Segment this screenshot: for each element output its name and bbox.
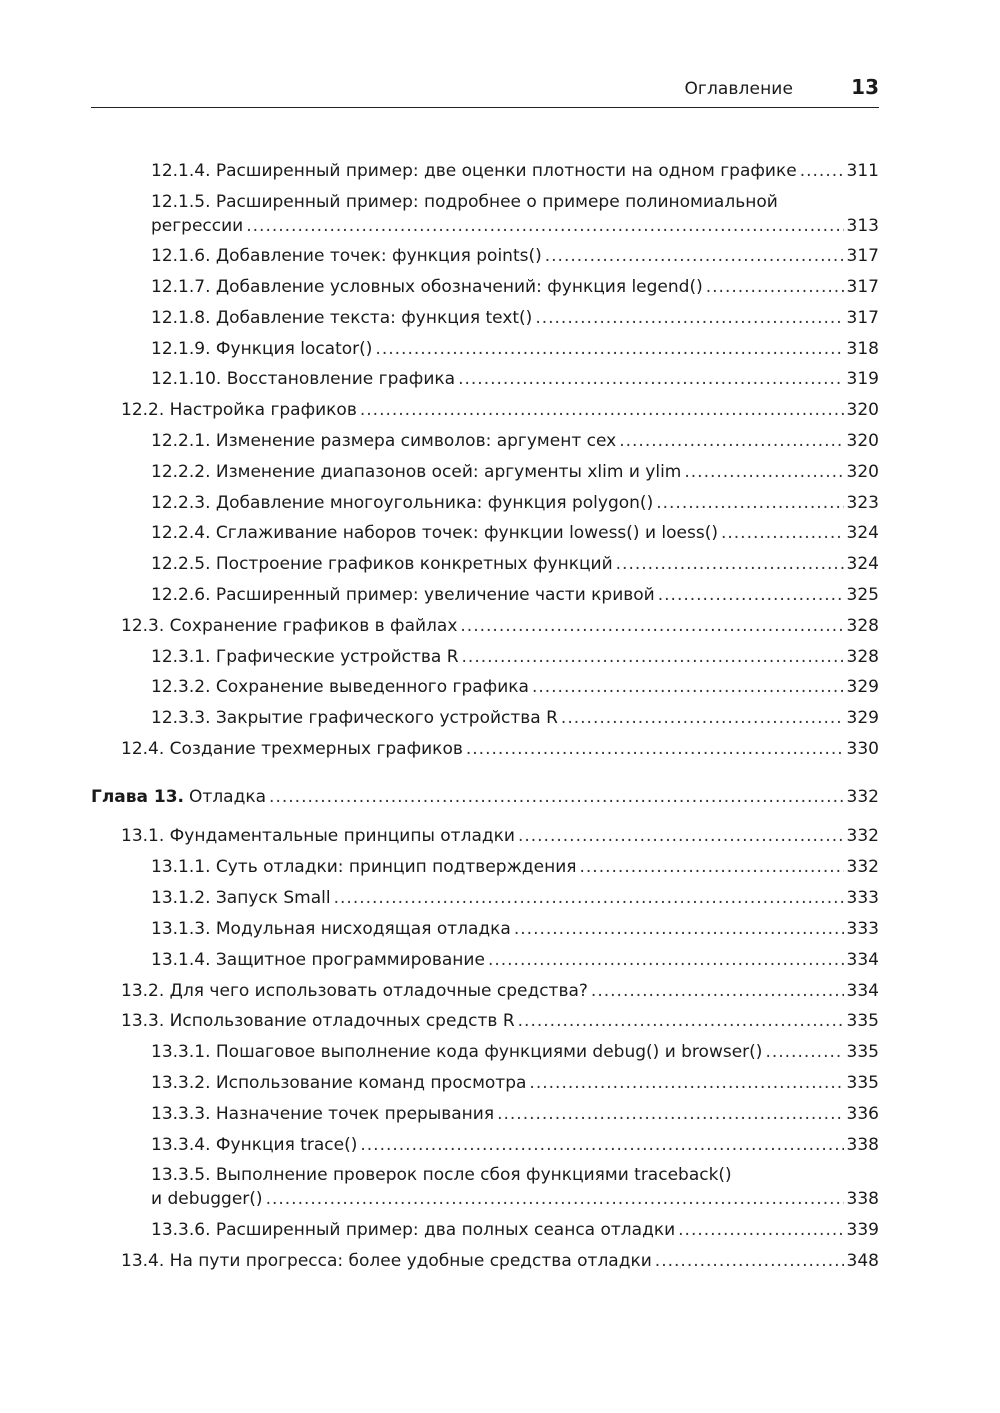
toc-entry: [151, 277, 879, 297]
toc-entry-page: 323: [846, 493, 879, 513]
toc-entry-page: 320: [846, 431, 879, 451]
dot-leader: [535, 308, 843, 328]
toc-entry-page: 335: [846, 1011, 879, 1031]
toc-entry-page: 338: [846, 1135, 879, 1155]
dot-leader: [488, 950, 844, 970]
dot-leader: [246, 216, 843, 236]
toc-entry-title: 13.3.5. Выполнение проверок после сбоя функциями traceback(): [151, 1165, 732, 1185]
dot-leader: [765, 1042, 843, 1062]
toc-entry: [151, 161, 879, 181]
dot-leader: [269, 787, 844, 807]
toc-entry: [151, 919, 879, 939]
toc-entry-title: Отладка: [189, 787, 267, 807]
toc-entry: [151, 308, 879, 328]
dot-leader: [497, 1104, 843, 1124]
toc-entry-title: 12.2.1. Изменение размера символов: аргумент cex: [151, 431, 617, 451]
toc-entry: [121, 400, 879, 420]
toc-entry-title: 13.1. Фундаментальные принципы отладки: [121, 826, 515, 846]
toc-entry-page: 317: [846, 277, 879, 297]
chapter-label: Глава 13.: [91, 787, 185, 807]
toc-entry: [151, 1165, 879, 1209]
dot-leader: [545, 246, 844, 266]
toc-entry-title: 13.1.3. Модульная нисходящая отладка: [151, 919, 511, 939]
dot-leader: [684, 462, 843, 482]
toc-entry: [121, 1011, 879, 1031]
dot-leader: [360, 400, 844, 420]
toc-entry-title: 13.4. На пути прогресса: более удобные средства отладки: [121, 1251, 652, 1271]
toc-entry-page: 318: [846, 339, 879, 359]
header-title: Оглавление: [684, 79, 793, 99]
toc-entry-page: 333: [846, 919, 879, 939]
toc-entry-title: 13.3.2. Использование команд просмотра: [151, 1073, 527, 1093]
toc-entry-title: 12.3.3. Закрытие графического устройства R: [151, 708, 558, 728]
toc-entry: [151, 246, 879, 266]
toc-entry-page: 319: [846, 369, 879, 389]
toc-entry-page: 330: [846, 739, 879, 759]
toc-entry-title: 12.3. Сохранение графиков в файлах: [121, 616, 458, 636]
toc-entry-page: 325: [846, 585, 879, 605]
toc-entry: [151, 523, 879, 543]
dot-leader: [458, 369, 843, 389]
toc-entry: [151, 1220, 879, 1240]
toc-entry-page: 328: [846, 616, 879, 636]
dot-leader: [460, 616, 843, 636]
toc-entry-page: 329: [846, 677, 879, 697]
dot-leader: [518, 826, 844, 846]
toc-entry: [151, 950, 879, 970]
header-page-number: 13: [851, 75, 879, 99]
toc-entry-page: 339: [846, 1220, 879, 1240]
toc-entry-page: 329: [846, 708, 879, 728]
dot-leader: [706, 277, 844, 297]
toc-entry: [121, 616, 879, 636]
toc-entry: [151, 369, 879, 389]
toc-entry: [151, 1135, 879, 1155]
toc-entry-page: 333: [846, 888, 879, 908]
toc-entry-title: 12.1.10. Восстановление графика: [151, 369, 456, 389]
dot-leader: [466, 739, 844, 759]
toc-entry: [121, 739, 879, 759]
toc-entry-title: 12.1.5. Расширенный пример: подробнее о примере полиномиальной: [151, 192, 778, 212]
toc-entry: [121, 826, 879, 846]
dot-leader: [375, 339, 843, 359]
toc-entry: [151, 1042, 879, 1062]
toc-entry: [121, 981, 879, 1001]
toc-entry: [151, 431, 879, 451]
dot-leader: [532, 677, 844, 697]
toc-entry-title: 12.1.8. Добавление текста: функция text(): [151, 308, 533, 328]
dot-leader: [658, 585, 844, 605]
toc-entry-page: 348: [846, 1251, 879, 1271]
toc-entry-title: 12.1.7. Добавление условных обозначений: функция legend(): [151, 277, 703, 297]
toc-entry-page: 320: [846, 462, 879, 482]
toc-entry-title-continued: и debugger(): [151, 1189, 263, 1209]
toc-entry-title: 12.3.2. Сохранение выведенного графика: [151, 677, 529, 697]
dot-leader: [529, 1073, 843, 1093]
toc-entry-title: 13.3.4. Функция trace(): [151, 1135, 358, 1155]
toc-entry-page: 332: [846, 787, 879, 807]
toc-entry-title: 12.2.6. Расширенный пример: увеличение части кривой: [151, 585, 655, 605]
toc-entry-title: 13.1.4. Защитное программирование: [151, 950, 485, 970]
toc-chapter-entry: [91, 787, 879, 807]
dot-leader: [678, 1220, 843, 1240]
toc-entry: [151, 677, 879, 697]
toc-entry-title: 13.1.1. Суть отладки: принцип подтверждения: [151, 857, 577, 877]
dot-leader: [514, 919, 844, 939]
dot-leader: [591, 981, 844, 1001]
toc-entry-title: 13.1.2. Запуск Small: [151, 888, 331, 908]
toc-entry-page: 334: [846, 981, 879, 1001]
toc-entry: [151, 857, 879, 877]
toc-entry-page: 324: [846, 554, 879, 574]
toc-entry: [151, 888, 879, 908]
toc-entry-page: 335: [846, 1073, 879, 1093]
toc-entry: [151, 1104, 879, 1124]
toc-entry-title: 13.3. Использование отладочных средств R: [121, 1011, 515, 1031]
toc-entry-page: 328: [846, 647, 879, 667]
toc-entry-title: 13.3.3. Назначение точек прерывания: [151, 1104, 495, 1124]
toc-entry-title: 12.2.4. Сглаживание наборов точек: функции lowess() и loess(): [151, 523, 718, 543]
toc-entry: [151, 493, 879, 513]
toc-entry-page: 335: [846, 1042, 879, 1062]
toc-entry-title: 12.2.5. Построение графиков конкретных функций: [151, 554, 613, 574]
dot-leader: [616, 554, 844, 574]
dot-leader: [800, 161, 844, 181]
toc-entry-page: 338: [846, 1189, 879, 1209]
dot-leader: [580, 857, 844, 877]
toc-entry-page: 311: [846, 161, 879, 181]
toc-entry-title-continued: регрессии: [151, 216, 244, 236]
toc-entry-title: 12.2.3. Добавление многоугольника: функция polygon(): [151, 493, 654, 513]
toc-entry-page: 324: [846, 523, 879, 543]
dot-leader: [561, 708, 844, 728]
toc-entry-title: 12.2.2. Изменение диапазонов осей: аргументы xlim и ylim: [151, 462, 682, 482]
toc-entry: [151, 554, 879, 574]
toc-entry-title: 12.3.1. Графические устройства R: [151, 647, 459, 667]
toc-entry-page: 334: [846, 950, 879, 970]
toc-entry-page: 332: [846, 826, 879, 846]
toc-entry: [151, 585, 879, 605]
toc-entry: [151, 462, 879, 482]
toc-entry: [151, 192, 879, 236]
toc-entry-title: 12.1.4. Расширенный пример: две оценки плотности на одном графике: [151, 161, 797, 181]
toc-entry-page: 313: [846, 216, 879, 236]
dot-leader: [462, 647, 844, 667]
dot-leader: [656, 493, 843, 513]
toc-entry: [121, 1251, 879, 1271]
dot-leader: [266, 1189, 844, 1209]
toc-entry: [151, 1073, 879, 1093]
toc-entry-title: 12.1.9. Функция locator(): [151, 339, 373, 359]
dot-leader: [518, 1011, 844, 1031]
dot-leader: [360, 1135, 843, 1155]
toc-entry-page: 320: [846, 400, 879, 420]
toc-entry-title: 12.1.6. Добавление точек: функция points(): [151, 246, 542, 266]
dot-leader: [655, 1251, 844, 1271]
toc-entry-title: 13.3.6. Расширенный пример: два полных сеанса отладки: [151, 1220, 676, 1240]
toc-entry-title: 13.2. Для чего использовать отладочные средства?: [121, 981, 588, 1001]
toc-entry-page: 332: [846, 857, 879, 877]
toc-entry-page: 317: [846, 246, 879, 266]
toc-entry-title: 13.3.1. Пошаговое выполнение кода функциями debug() и browser(): [151, 1042, 763, 1062]
dot-leader: [721, 523, 844, 543]
dot-leader: [334, 888, 844, 908]
toc-entry-title: 12.4. Создание трехмерных графиков: [121, 739, 463, 759]
toc-entry-page: 317: [846, 308, 879, 328]
toc-entry-title: 12.2. Настройка графиков: [121, 400, 357, 420]
toc-entry-page: 336: [846, 1104, 879, 1124]
toc-entry: [151, 339, 879, 359]
dot-leader: [619, 431, 843, 451]
toc-entry: [151, 647, 879, 667]
toc-entry: [151, 708, 879, 728]
